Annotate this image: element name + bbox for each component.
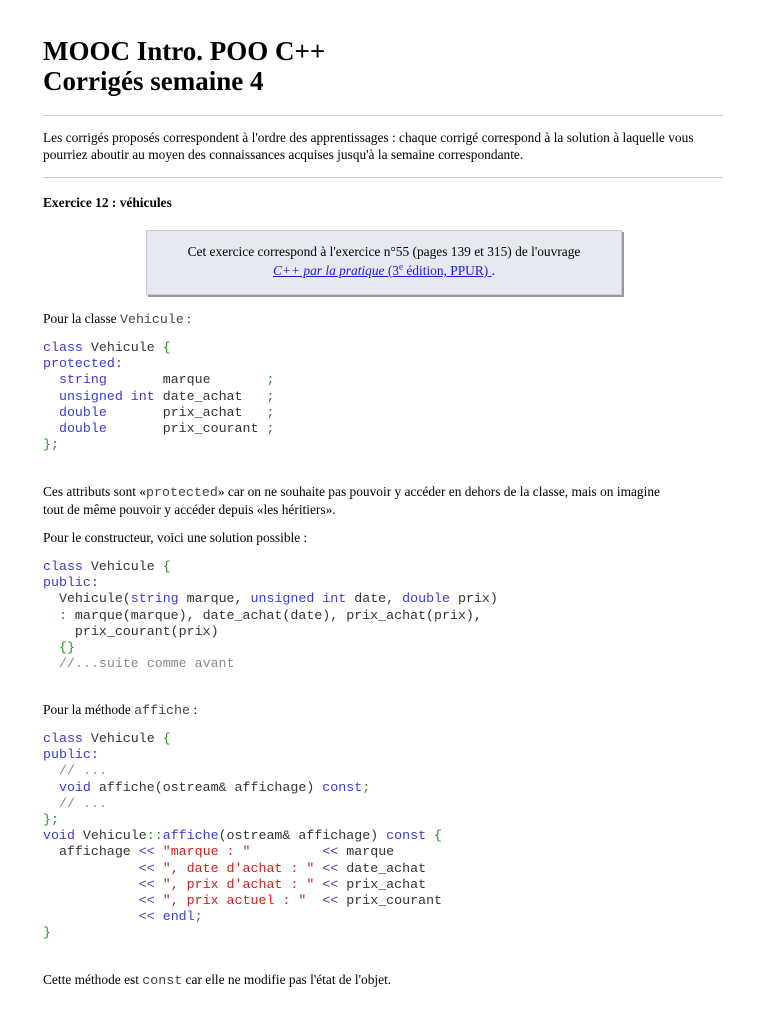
code-line [43,844,442,860]
code-line [43,731,442,747]
code-token: affiche [162,828,219,844]
code-token [155,909,163,924]
code-token [43,421,59,436]
code-token: Vehicule( [43,591,131,607]
code-token: { [434,828,443,844]
code-token: date_achat [154,388,267,404]
code-token: :: [146,828,163,844]
code-token: "marque : " [162,844,251,860]
code-token: << [322,844,339,860]
code-token: ; [266,421,275,437]
code-token [43,893,139,908]
inline-code-vehicule: Vehicule [119,312,184,327]
code-token: }; [43,812,59,828]
exercise-heading: Exercice 12 : véhicules [43,195,172,210]
code-token: // ... [58,763,107,779]
code-token [43,763,59,778]
intro-paragraph: Les corrigés proposés correspondent à l'ordre des apprentissages : chaque corrigé correspond à la solution à laquelle vous pourriez aboutir au moyen des connaissances acquises jusqu'à la semaine correspondante. [43,130,694,162]
code-token: }; [43,437,59,453]
code-line [43,591,498,607]
code-token [43,861,139,876]
code-line [43,925,442,941]
code-token: void [43,828,75,844]
code-line [43,828,442,844]
code-token: { [162,731,171,746]
code-token [155,844,163,859]
attributes-paragraph: Ces attributs sont «protected» car on ne souhaite pas pouvoir y accéder en dehors de la classe, mais on imagine tout de même pouvoir y accéder depuis «les héritiers». [43,484,660,517]
code-line [43,421,274,437]
code-token: string [58,372,107,388]
code-token: { [162,559,171,574]
code-token: Vehicule [90,340,163,355]
code-token: class [43,559,91,574]
code-token: : [58,607,67,623]
code-token: marque(marque), date_achat(date), prix_achat(prix), [66,607,482,623]
code-token: double [58,404,107,420]
book-link[interactable]: C++ par la pratique (3e édition, PPUR) [273,261,489,278]
code-line [43,389,274,405]
code-token: ", prix d'achat : " [162,876,315,892]
reference-line-2: C++ par la pratique (3e édition, PPUR) . [273,261,495,278]
code-token: (ostream& affichage) [218,828,387,844]
code-token: double [402,591,451,607]
code-line [43,405,274,421]
code-token: // ... [58,795,107,811]
code-line [43,909,442,925]
code-line [43,893,442,909]
code-token: ", date d'achat : " [162,860,315,876]
code-token: ; [362,779,371,795]
code-token: endl [162,909,195,925]
code-token: << [322,876,339,892]
code-token: public: [43,575,99,591]
code-token: marque [338,844,395,860]
code-token: ; [266,404,275,420]
code-token [426,828,434,843]
code-token: Vehicule [74,828,147,844]
code-token [43,372,59,387]
class-intro: Pour la classe Vehicule : [43,311,191,327]
code-token: marque, [178,591,251,607]
code-token: << [322,860,339,876]
inline-code-protected: protected [146,485,218,500]
code-token: affichage [43,844,139,860]
code-line [43,340,274,356]
code-token: public: [43,747,99,763]
code-line [43,877,442,893]
inline-code-const: const [142,973,183,988]
code-token [155,861,163,876]
code-token: prix) [450,591,498,607]
code-token: void [58,779,91,795]
code-line [43,747,442,763]
code-line [43,356,274,372]
method-intro: Pour la méthode affiche : [43,702,198,718]
code-token: prix_courant(prix) [43,623,219,639]
reference-line-1: Cet exercice correspond à l'exercice n°55 (pages 139 et 315) de l'ouvrage [187,244,581,259]
divider-bottom [43,177,723,178]
code-token [43,909,139,924]
code-line [43,559,498,575]
code-block-attributes [43,340,274,453]
code-token [43,405,59,420]
code-token: class [43,731,91,746]
code-line [43,640,498,656]
code-line [43,763,442,779]
code-line [43,796,442,812]
code-token: ; [266,372,275,388]
code-token: prix_courant [338,893,443,909]
code-token: Vehicule [90,731,163,746]
code-token: << [138,876,155,892]
reference-box [146,230,622,295]
code-token: const [386,828,427,844]
code-token: << [138,860,155,876]
code-token: date_achat [338,860,427,876]
code-token [43,389,59,404]
page-title [43,36,325,96]
const-paragraph: Cette méthode est const car elle ne modifie pas l'état de l'objet. [43,972,392,988]
inline-code-affiche: affiche [134,703,190,718]
code-token: unsigned int [250,591,347,607]
code-token: prix_courant [106,421,267,437]
code-token [155,893,163,908]
code-token [306,893,322,908]
code-token: << [138,893,155,909]
code-line [43,608,498,624]
code-token: marque [106,372,267,388]
code-line [43,812,442,828]
code-token: unsigned int [58,388,155,404]
code-token: double [58,421,107,437]
title-line-1: MOOC Intro. POO C++ [43,36,326,66]
code-token: << [138,844,155,860]
code-token: string [130,591,179,607]
code-token: date, [346,591,403,607]
code-token [155,877,163,892]
code-token [43,608,59,623]
code-token [43,796,59,811]
code-line [43,437,274,453]
code-token [43,877,139,892]
code-token: {} [58,640,75,656]
code-token: const [322,779,363,795]
code-token [43,780,59,795]
code-token: Vehicule [90,559,163,574]
code-token: protected: [43,356,123,372]
code-token [251,844,323,859]
code-token: //...suite comme avant [58,656,235,672]
code-token [43,656,59,671]
code-token: ; [194,909,203,925]
title-line-2: Corrigés semaine 4 [43,66,264,96]
code-token: << [322,893,339,909]
code-token: affiche(ostream& affichage) [90,779,323,795]
code-line [43,372,274,388]
code-line [43,656,498,672]
code-token: prix_achat [106,404,267,420]
divider-top [43,115,723,116]
code-block-affiche [43,731,442,942]
code-line [43,780,442,796]
code-token: prix_achat [338,876,427,892]
code-token: << [138,909,155,925]
code-token: class [43,340,91,355]
code-line [43,575,498,591]
code-token: } [43,925,51,941]
code-token: ", prix actuel : " [162,893,307,909]
code-token: { [162,340,171,355]
constructor-intro: Pour le constructeur, voici une solution possible : [43,530,308,545]
code-line [43,624,498,640]
code-token: ; [266,388,275,404]
code-token [43,640,59,655]
code-line [43,861,442,877]
code-block-constructor [43,559,498,672]
